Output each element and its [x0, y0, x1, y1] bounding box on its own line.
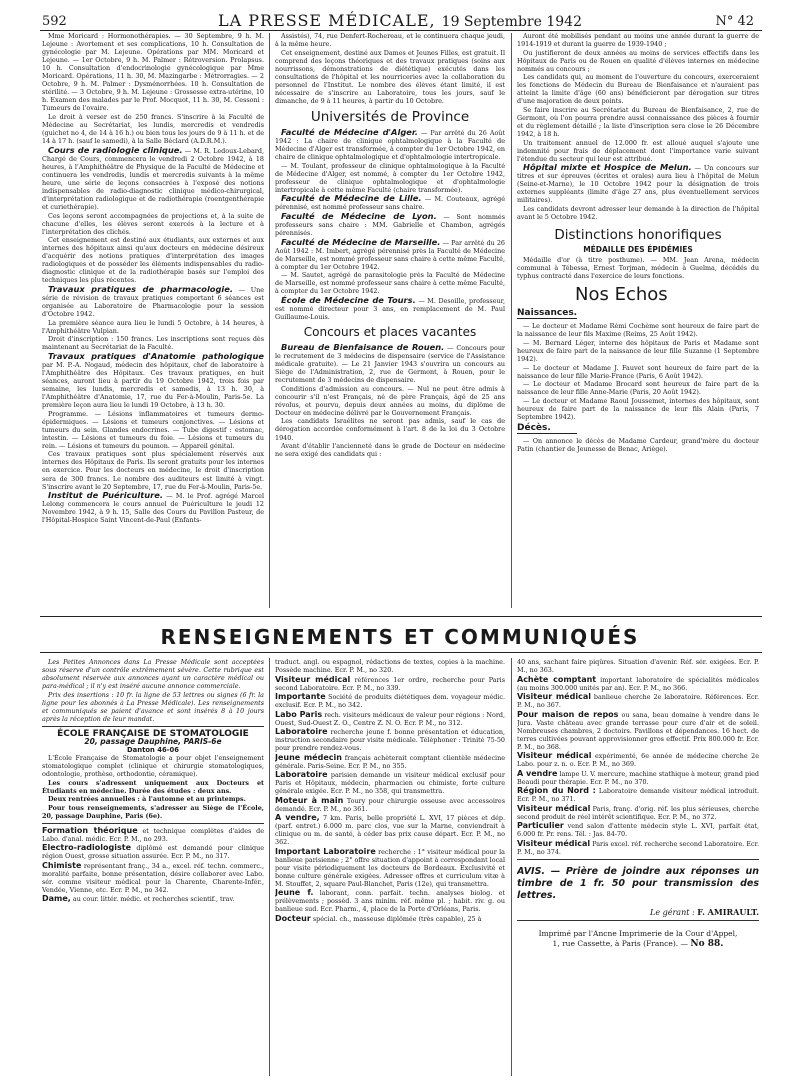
notice: AVIS. — Prière de joindre aux réponses un timbre de 1 fr. 50 pour transmission des lettres.: [517, 865, 759, 901]
classified-ad: [517, 752, 759, 768]
divider: [517, 920, 759, 921]
ad-title: Chimiste: [42, 860, 82, 870]
item-text: — M. R. Ledoux-Lebard, Chargé de Cours, commencera le vendredi 2 Octobre 1942, à 18 heures, à l'Amphithéâtre de Physique de la Faculté de Médecine et continuera les vendredis, lundis et mercredis suivants à la même heure, une série de leçons consacrées à l'exposé des notions indispensables de radio-diagnostic clinique médico-chirurgical, d'interprétation radiologique et de radiothérapie (roentgenthérapie et curiethérapie).: [42, 146, 264, 211]
intro-paragraph: Les Petites Annonces dans La Presse Médicale sont acceptées sous réserve d'un contrôle extrêmement sévère. Cette rubrique est absolument réservée aux annonces ayant un caractère médical ou para-médical ; il n'y est inséré aucune annonce commerciale.: [42, 658, 264, 691]
ad-title: Jeune médecin: [275, 752, 342, 762]
paragraph: Cet enseignement est destiné aux étudiants, aux externes et aux internes des hôpitaux ainsi qu'aux docteurs en médecine désireux d'acquérir des notions pratiques d'interprétation des images radiologiques et de posséder les éléments indispensables du radio-diagnostic clinique et de la radiothérapie basés sur l'emploi des techniques les plus récentes.: [42, 236, 264, 285]
classified-ad: [517, 840, 759, 856]
classified-ad: [275, 728, 505, 752]
ad-text: références 1er ordre, recherche pour Paris second Laboratoire. Ecr. P. M., no 339.: [275, 675, 505, 692]
paragraph: Droit d'inscription : 150 francs. Les inscriptions sont reçues dès maintenant au Secrétariat de la Faculté.: [42, 335, 264, 352]
item-text: par M. P.-A. Nogaud, médecin des hôpitaux, chef de laboratoire à l'Amphithéâtre des Hôpitaux. Ces travaux pratiques, en huit séances, auront lieu à partir du 19 Octobre 1942, trois fois par semaine, les lundis, mercredis et samedis, à 13 h. 30, à l'Amphithéâtre d'Anatomie, 17, rue du Fer-à-Moulin, Paris-5e. La première leçon aura lieu le lundi 19 Octobre, à 13 h. 30.: [42, 360, 264, 410]
paragraph: [42, 352, 264, 409]
paragraph: — M. Toulant, professeur de clinique ophtalmologique à la Faculté de Médecine d'Alger, est nommé, à compter du 1er Octobre 1942, professeur de clinique ophtalmologique et d'ophtalmologie intertropicale à cette même Faculté (chaire transformée).: [275, 161, 505, 194]
ad-title: Docteur: [275, 913, 311, 923]
item-heading: Travaux pratiques d'Anatomie pathologique: [48, 350, 264, 361]
classified-ad: 40 ans, sachant faire piqûres. Situation d'avenir. Réf. sér. exigées. Ecr. P. M., no 363.: [517, 658, 759, 674]
divider: [517, 859, 759, 860]
page-number: 592: [42, 14, 67, 29]
paragraph: Programme. — Lésions inflammatoires et tumeurs dermo-épidermiques. — Lésions et tumeurs conjonctives. — Lésions et tumeurs du sein. Glandes endocrines. — Tube digestif : estomac, intestin. — Lésions et tumeurs du foie. — Lésions et tumeurs du rein. — Lésions et tumeurs du poumon. — Appareil génital.: [42, 409, 264, 450]
ad-title: Visiteur médical: [517, 803, 591, 813]
classified-ad: [517, 787, 759, 803]
paragraph: — Le docteur et Madame Raoul Joussemet, internes des hôpitaux, sont heureux de faire part de la naissance de leur fils Alain (Paris, 7 Septembre 1942).: [517, 396, 759, 421]
paragraph: Deux rentrées annuelles : à l'automne et au printemps.: [48, 795, 246, 804]
school-box: [42, 730, 264, 754]
ad-text: spécial. ch., masseuse diplômée (très capable), 25 à: [312, 914, 482, 923]
divider: [42, 726, 264, 727]
printer-line: [517, 939, 759, 949]
item-heading: Faculté de Médecine de Marseille.: [281, 236, 441, 247]
item-heading: Faculté de Médecine d'Alger.: [281, 126, 418, 137]
ad-title: Pour maison de repos: [517, 709, 619, 719]
ad-title: Laboratoire: [275, 770, 328, 779]
paragraph: Les cours s'adressent uniquement aux Docteurs et Étudiants en médecine. Durée des études : deux ans.: [42, 778, 264, 795]
paragraph: — M. Sautet, agrégé de parasitologie près la Faculté de Médecine de Marseille, est nommé professeur sans chaire à cette même Faculté, à compter du 1er Octobre 1942.: [275, 271, 505, 296]
classified-ad: [275, 848, 505, 888]
section-rule: [40, 616, 762, 617]
ad-title: Electro-radiologiste: [42, 843, 131, 853]
ad-text: rech. visiteurs médicaux de valeur pour régions : Nord, Ouest, Sud-Ouest Z. O., Centre Z. N. O. Ecr. P. M., no 312.: [275, 710, 505, 727]
paragraph: Les candidats qui, au moment de l'ouverture du concours, exerceraient les fonctions de Médecin du Bureau de Bienfaisance et n'auraient pas atteint la limite d'âge (60 ans) bénéficieront par dérogation sur titres d'une majoration de deux points.: [517, 73, 759, 106]
ad-text: Paris excel. réf. recherche second Laboratoire. Ecr. P. M., no 374.: [517, 839, 759, 856]
item-heading: Bureau de Bienfaisance de Rouen.: [281, 342, 445, 352]
classified-ad: [517, 805, 759, 821]
item-text: — M. Desoille, professeur, est nommé directeur pour 3 ans, en remplacement de M. Paul Guillaume-Louis.: [275, 296, 505, 321]
classified-ad: [517, 822, 759, 838]
paragraph: [42, 285, 264, 318]
paragraph: [42, 146, 264, 211]
classified-ad: [275, 889, 505, 913]
ad-text: Toury pour chirurgie osseuse avec accessoires demandé. Ecr. P. M., no 361.: [275, 796, 505, 813]
ad-text: représentant franç., 34 a., excel. réf. techn. commerc., moralité parfaite, bonne présentation, désire collaborer avec Labo. sér. comme visiteur médical pour la Charente, Charente-Infér., Vendée, Vienne, etc. Ecr. P. M., no 342.: [42, 861, 264, 894]
paragraph: Les candidats devront adresser leur demande à la direction de l'hôpital avant le 5 Octobre 1942.: [517, 204, 759, 222]
ad-title: Visiteur médical: [517, 838, 591, 848]
section-heading: Distinctions honorifiques: [554, 227, 722, 244]
ad-title: Achète comptant: [517, 674, 597, 684]
header-rule: [40, 30, 762, 31]
ad-text: important laboratoire de spécialités médicales (au moins 300.000 unités par an). Ecr. P. M., no 366.: [517, 675, 759, 692]
ad-text: recherche jeune f. bonne présentation et éducation, instruction secondaire pour visite médicale. Téléphoner : Trinité 75-50 pour prendre rendez-vous.: [275, 728, 505, 752]
classified-ad: [275, 797, 505, 813]
divider: [42, 823, 264, 824]
paragraph: [275, 212, 505, 237]
column-divider: [269, 658, 270, 1076]
classified-ad: [517, 693, 759, 709]
classified-ad: [275, 754, 505, 770]
ad-text: Paris, franç. d'orig. réf. les plus sérieuses, cherche second produit de réel intérêt scientifique. Ecr. P. M., no 372.: [517, 804, 759, 821]
paragraph: Le droit à verser est de 250 francs. S'inscrire à la Faculté de Médecine au Secrétariat, les lundis, mercredis et vendredis (guichet no 4, de 14 à 16 h.) ou bien tous les jours de 9 à 11 h. et de 14 à 17 h. (sauf le samedi), à la Salle Béclard (A.D.R.M.).: [42, 112, 264, 146]
school-name: ÉCOLE FRANÇAISE DE STOMATOLOGIE: [57, 728, 249, 739]
paragraph: Ou justifieront de deux années au moins de services effectifs dans les Hôpitaux de Paris ou de Rouen en qualité d'élèves internes en médecine nommés au concours ;: [517, 48, 759, 73]
paragraph: [275, 194, 505, 211]
classified-ad: [275, 915, 505, 923]
manager-label: Le gérant :: [650, 907, 695, 917]
column-1: [42, 32, 264, 612]
paragraph: La première séance aura lieu le lundi 5 Octobre, à 14 heures, à l'Amphithéâtre Vulpian.: [42, 318, 264, 335]
ads-column-2: [275, 658, 505, 1078]
ad-title: Importante: [275, 692, 326, 701]
ad-text: et technique complètes d'aides de Labo. d'anal. médic. Ecr. P. M., no 293.: [42, 826, 264, 843]
section-rule: [40, 652, 762, 653]
classified-ad: [275, 771, 505, 795]
classified-ad: [42, 827, 264, 843]
ad-text: banlieue cherche 2e laboratoire. Références. Ecr. P. M., no 367.: [517, 693, 759, 709]
ad-title: Particulier: [517, 821, 564, 830]
printer-line: Imprimé par l'Ancne Imprimerie de la Cour d'Appel,: [538, 928, 738, 938]
paragraph: Un traitement annuel de 12.000 fr. est alloué auquel s'ajoute une indemnité pour frais de déplacement dont l'importance varie suivant l'étendue du secteur qui leur est attribué.: [517, 138, 759, 163]
column-divider: [511, 33, 512, 608]
column-3: [517, 32, 759, 612]
manager-line: [517, 908, 759, 917]
ad-text: Société de produits diététiques dem. voyageur médic. exclusif. Ecr. P. M., no 342.: [275, 693, 505, 709]
ad-title: Moteur à main: [275, 795, 344, 805]
paragraph: Se faire inscrire au Secrétariat du Bureau de Bienfaisance, 2, rue de Germont, où l'on pourra prendre aussi connaissance des pièces à fournir et du règlement détaillé ; la liste d'inscription sera close le 26 Décembre 1942, à 18 h.: [517, 105, 759, 139]
ad-text: ou sana, beau domaine à vendre dans le Jura. Vaste château avec grande terrasse pour cure d'air et de soleil. Nombreuses chambres, 2 doctoirs. Pavillons et dépendances. 16 hect. de terres cultivées pouvant approvisionner gros effectif. Prix 800.000 fr. Ecr. P. M., no 368.: [517, 710, 759, 751]
ad-title: Dame,: [42, 894, 71, 904]
ad-text: Laboratoire demande visiteur médical introduit. Ecr. P. M., no 371.: [517, 787, 759, 803]
rubric-rule: [517, 433, 577, 434]
ad-title: Visiteur médical: [275, 674, 351, 684]
paragraph: — Le docteur et Madame Rémi Cochème sont heureux de faire part de la naissance de leur fils Maxime (Reims, 25 Août 1942).: [517, 322, 759, 339]
section-heading: Universités de Province: [310, 108, 470, 125]
ad-title: Important Laboratoire: [275, 846, 376, 856]
school-phone: Danton 46-06: [127, 745, 179, 754]
ad-title: A vendre,: [275, 813, 320, 822]
ad-title: Laboratoire: [275, 727, 328, 736]
item-text: — Par arrêté du 26 Août 1942 : La chaire de clinique ophtalmologique à la Faculté de Médecine d'Alger est transformée, à compter du 1er Octobre 1942, en chaire de clinique ophtalmologique et d'ophtalmologie intertropicale.: [275, 128, 505, 162]
ads-column-1: [42, 658, 264, 1078]
classified-ad: [275, 676, 505, 692]
subsection-heading: MÉDAILLE DES ÉPIDÉMIES: [583, 245, 693, 255]
item-text: — Un concours sur titres et sur épreuves (écrites et orales) aura lieu à l'hôpital de Melun (Seine-et-Marne), le 10 Octobre 1942 pour la désignation de trois externes suppléants (limite d'âge 27 ans, plus éventuellement services militaires).: [517, 164, 759, 205]
item-text: — Concours pour le recrutement de 3 médecins de dispensaire (service de l'Assistance médicale gratuite). — Le 21 Janvier 1943 s'ouvrira un concours au Siège de l'Administration, 2, rue de Germont, à Rouen, pour le recrutement de 3 médecins de dispensaire.: [275, 344, 505, 385]
ad-text: vend salon d'attente médecin style L. XVI, parfait état, 6.000 fr. Pr. rens. Tél. : Jas. 84-70.: [517, 822, 759, 838]
ad-text: recherche : 1° visiteur médical pour la banlieue parisienne ; 2° offre situation d'appoint à correspondant local pour visite périodiquement les docteurs de Bordeaux. Exclusivité et bonne culture générale exigées. Adresser offres et curriculum vitæ à M. Stouffet, 2, square Paul-Blanchet, Paris (12e), qui transmettra.: [275, 847, 505, 888]
ad-text: expérimenté, 6e année de médecine cherche 2e Labo. pour z. n. o. Ecr. P. M., no 369.: [517, 752, 759, 768]
paragraph: Ces leçons seront accompagnées de projections et, à la suite de chacune d'elles, les élèves seront exercés à la lecture et à l'interprétation des clichés.: [42, 211, 264, 236]
paragraph: [275, 238, 505, 271]
paragraph: Les candidats Israélites ne seront pas admis, sauf le cas de dérogation accordée conformément à l'art. 8 de la loi du 3 Octobre 1940.: [275, 417, 505, 442]
item-text: — Par arrêté du 26 Août 1942 : M. Imbert, agrégé pérennisé près la Faculté de Médecine de Marseille, est nommé professeur sans chaire à cette même Faculté, à compter du 1er Octobre 1942.: [275, 238, 505, 271]
paragraph: [275, 343, 505, 384]
section-heading: Concours et places vacantes: [303, 325, 477, 339]
item-heading: Faculté de Médecine de Lille.: [281, 193, 422, 204]
item-heading: Travaux pratiques de pharmacologie.: [48, 283, 234, 294]
rubric-heading: Naissances.: [517, 308, 578, 319]
intro-paragraph: Prix des insertions : 10 fr. la ligne de 53 lettres ou signes (6 fr. la ligne pour les abonnés à La Presse Médicale). Les renseignements et communiqués se paient d'avance et sont insérés 8 à 10 jours après la réception de leur mandat.: [42, 690, 264, 723]
column-2: [275, 32, 505, 612]
printer-address: 1, rue Cassette, à Paris (France). —: [552, 938, 689, 948]
issue-number: N° 42: [715, 14, 754, 29]
ad-title: Formation théorique: [42, 825, 138, 835]
ad-text: diplômé est demandé pour clinique région Ouest, grosse situation assurée. Ecr. P. M., no 317.: [42, 844, 264, 861]
manager-name: F. AMIRAULT.: [697, 906, 759, 917]
classified-ad: [42, 895, 264, 903]
item-text: — M. le Prof. agrégé Marcel Lelong commencera le cours annuel de Puériculture le jeudi 12 Novembre 1942, à 9 h. 15, Salle des Cours du Pavillon Pasteur, de l'Hôpital-Hospice Saint Vincent-de-Paul (Enfants-: [42, 492, 264, 525]
item-heading: Hôpital mixte et Hospice de Melun.: [523, 162, 692, 173]
ad-text: au cour. littér. médic. et recherches scientif., trav.: [72, 895, 235, 904]
ad-title: Visiteur médical: [517, 751, 592, 760]
column-divider: [269, 33, 270, 608]
ad-text: lampe U. V. mercure, machine stathique à moteur, grand pied Beaudi pour thérapie. Ecr. P. M., no 370.: [517, 769, 759, 786]
classified-ad: traduct. angl. ou espagnol, rédactions de textes, copies à la machine. Possède machine. Ecr. P. M., no 320.: [275, 658, 505, 674]
paragraph: Auront été mobilisés pendant au moins une année durant la guerre de 1914-1919 et durant la guerre de 1939-1940 ;: [517, 32, 759, 49]
paragraph: Conditions d'admission au concours. — Nul ne peut être admis à concourir s'il n'est Français, né de père Français, âgé de 25 ans révolus, et pourvu, depuis deux années au moins, du diplôme de Docteur en médecine délivré par le Gouvernement Français.: [275, 384, 505, 417]
item-heading: Institut de Puériculture.: [48, 490, 163, 501]
ad-title: Labo Paris: [275, 709, 323, 719]
paragraph: — On annonce le décès de Madame Cardeur, grand'mère du docteur Patin (chantier de Jeunesse de Benac, Ariège).: [517, 436, 759, 453]
classified-ad: [42, 844, 264, 860]
rubric-heading: Décès.: [517, 422, 551, 433]
paragraph: Pour tous renseignements, s'adresser au Siège de l'École, 20, passage Dauphine, Paris (6e).: [42, 803, 264, 820]
ad-text: français achèterait comptant clientèle médecine générale. Paris-Seine. Ecr. P. M., no 355.: [275, 753, 505, 770]
ad-title: A vendre: [517, 768, 558, 778]
paragraph: [275, 296, 505, 321]
section-heading: Nos Echos: [575, 284, 668, 306]
ad-text: laborant, conn. parfait. techn. analyses biolog. et prélèvements ; posséd. 3 ans minim. réf. même pl. ; habit. riv. g. ou banlieue sud. Ecr. Pharm., 4, place de la Porte d'Orléans, Paris.: [275, 889, 505, 913]
ads-column-3: [517, 658, 759, 1078]
paragraph: — Le docteur et Madame Brocard sont heureux de faire part de la naissance de leur fille Anne-Marie (Paris, 20 Août 1942).: [517, 380, 759, 397]
paragraph: [42, 491, 264, 524]
journal-name: LA PRESSE MÉDICALE,: [218, 11, 436, 30]
paragraph: [517, 163, 759, 204]
journal-title: [0, 11, 800, 30]
ad-text: 7 km. Paris, belle propriété L. XVI, 17 pièces et dép. (parf. entret.) 6.000 m. parc clos, vue sur la Marne, conviendrait à clinique ou m. de santé, à céder bas prix cause départ. Ecr. P. M., no 362.: [275, 814, 505, 846]
item-text: — M. Couteaux, agrégé pérennisé, est nommé professeur sans chaire.: [275, 195, 505, 212]
paragraph: — M. Bernard Léger, interne des hôpitaux de Paris et Madame sont heureux de faire part de la naissance de leur fille Suzanne (1 Septembre 1942).: [517, 338, 759, 363]
ad-text: parisien demande un visiteur médical exclusif pour Paris et Hôpitaux, médecin, pharmacien ou chimiste, forte culture générale exigée. Ecr. P. M., no 358, qui transmettra.: [275, 771, 505, 795]
paragraph: Mme Moricard : Hormonothérapies. — 30 Septembre, 9 h. M. Lejeune : Avortement et ses complications, 10 h. Consultation de gynécologie par M. Lejeune. Opérations par MM. Moricard et Lejeune. — 1er Octobre, 9 h. M. Palmer : Rétroversion. Prolapsus. 10 h. Consultation d'endocrinologie gynécologique par Mme Moricard. Opérations, 11 h. 30, M. Mazingarbe : Métrorragies. — 2 Octobre, 9 h. M. Palmer : Dysménorrhées. 10 h. Consultation de stérilité. — 3 Octobre, 9 h. M. Lejeune : Grossesse extra-utérine, 10 h. Examen des malades par le Prof. Mocquot, 11 h. 30, M. Cessoni : Tumeurs de l'ovaire.: [42, 32, 264, 113]
item-heading: Faculté de Médecine de Lyon.: [281, 210, 437, 221]
paragraph: [275, 128, 505, 161]
section-banner: RENSEIGNEMENTS ET COMMUNIQUÉS: [160, 625, 640, 649]
paragraph: Médaille d'or (à titre posthume). — MM. Jean Arena, médecin communal à Tébessa, Ernest Torjman, médecin à Guelma, décédés du typhus contracté dans l'exercice de leurs fonctions.: [517, 256, 759, 281]
paragraph: — Le docteur et Madame J. Fauvet sont heureux de faire part de la naissance de leur fille Marie-France (Paris, 6 Août 1942).: [517, 363, 759, 380]
item-text: — Une série de révision de travaux pratiques comportant 6 séances est organisée au Laboratoire de Pharmacologie pour la session d'Octobre 1942.: [42, 285, 264, 319]
issue-date: 19 Septembre 1942: [441, 14, 582, 30]
school-address: 20, passage Dauphine, PARIS-6e: [84, 736, 222, 746]
ad-title: Visiteur médical: [517, 692, 591, 701]
item-heading: Cours de radiologie clinique.: [48, 144, 183, 155]
item-text: — Sont nommés professeurs sans chaire : MM. Gabrielle et Chambon, agrégés pérennisés.: [275, 212, 505, 237]
paragraph: L'École Française de Stomatologie a pour objet l'enseignement stomatologique complet (clinique et chirurgie stomatologiques, odontologie, prothèse, orthodontie, céramique).: [42, 754, 264, 779]
printer-info: [517, 929, 759, 949]
print-run-number: No 88.: [690, 938, 724, 949]
paragraph: Assistés), 74, rue Denfert-Rochereau, et le continuera chaque jeudi, à la même heure.: [275, 32, 505, 49]
classified-ad: [275, 814, 505, 846]
classified-ad: [275, 711, 505, 727]
classified-ad: [517, 711, 759, 751]
classified-ad: [42, 862, 264, 894]
paragraph: Avant d'établir l'ancienneté dans le grade de Docteur en médecine ne sera exigé des candidats qui :: [275, 442, 505, 459]
ad-title: Jeune f.: [275, 888, 314, 897]
page-header: [0, 0, 800, 30]
classified-ad: [275, 693, 505, 709]
ad-title: Région du Nord :: [517, 786, 596, 795]
paragraph: Cet enseignement, destiné aux Dames et Jeunes Filles, est gratuit. Il comprend des leçons théoriques et des travaux pratiques (soins aux nourrissons, démonstrations de diététique) exécutés dans les consultations de l'hôpital et les nourriceries avec la collaboration du personnel de l'Institut. Le nombre des élèves étant limité, il est nécessaire de s'inscrire au Laboratoire, tous les jours, sauf le dimanche, de 9 à 11 heures, à partir du 10 Octobre.: [275, 48, 505, 105]
paragraph: Ces travaux pratiques sont plus spécialement réservés aux internes des Hôpitaux de Paris. Ils seront gratuits pour les internes en exercice. Pour les docteurs en médecine, le droit d'inscription sera de 300 francs. Le nombre des auditeurs est limité à vingt. S'inscrire avant le 20 Septembre, 17, rue du Fer-à-Moulin, Paris-5e.: [42, 450, 264, 491]
column-divider: [511, 658, 512, 1076]
classified-ad: [517, 770, 759, 786]
classified-ad: [517, 676, 759, 692]
rubric-rule: [517, 318, 577, 319]
item-heading: École de Médecine de Tours.: [281, 294, 416, 305]
